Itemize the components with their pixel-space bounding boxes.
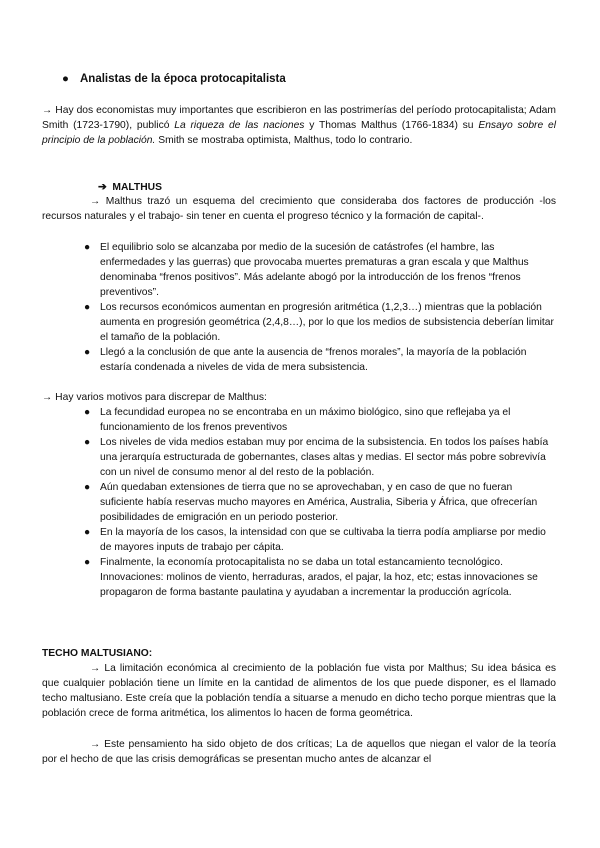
bullet-icon: ● bbox=[84, 527, 91, 538]
motivos-bullet-list bbox=[84, 405, 556, 600]
bullet-icon: ● bbox=[84, 407, 91, 418]
book-title-malthus: Ensayo sobre el principio de la población. bbox=[42, 120, 557, 146]
book-title-smith: La riqueza de las naciones bbox=[174, 120, 305, 131]
techo-paragraph-2: → Este pensamiento ha sido objeto de dos críticas; La de aquellos que niegan el valor de la teoría por el hecho de que las crisis demográficas se presentan mucho antes de alcanzar el bbox=[42, 739, 556, 765]
list-item: ● La fecundidad europea no se encontraba en un máximo biológico, sino que reflejaba ya el funcionamiento de los frenos preventivos bbox=[84, 407, 511, 433]
list-item: ● Los recursos económicos aumentan en progresión aritmética (1,2,3…) mientras que la población aumenta en progresión geométrica (2,4,8…), por lo que los medios de subsistencia deberían limitar el tamaño de la población. bbox=[84, 302, 554, 343]
bullet-icon: ● bbox=[62, 73, 69, 85]
list-item: ● Llegó a la conclusión de que ante la ausencia de “frenos morales”, la mayoría de la población estaría condenada a niveles de vida de mera subsistencia. bbox=[84, 347, 527, 373]
malthus-bullet-list bbox=[84, 240, 556, 375]
list-item: ● Aún quedaban extensiones de tierra que no se aprovechaban, y en caso de que no fueran suficiente había reservas mucho mayores en América, Australia, Siberia y África, que ofrecerían posibilidades de emigración en un periodo posterior. bbox=[84, 482, 538, 523]
bullet-icon: ● bbox=[84, 242, 91, 253]
intro-paragraph bbox=[42, 103, 556, 148]
motivos-intro: → Hay varios motivos para discrepar de Malthus: bbox=[42, 392, 267, 403]
intro-text-end: Smith se mostraba optimista, Malthus, todo lo contrario. bbox=[155, 135, 413, 146]
malthus-title: MALTHUS bbox=[112, 182, 162, 193]
techo-paragraph-1: → La limitación económica al crecimiento de la población fue vista por Malthus; Su idea básica es que cualquier población tiene un límite en la cantidad de alimentos de los que puede disponer, es el llamado techo maltusiano. Este creía que la población tendía a situarse a menudo en dicho techo porque mientras que la población crece de forma aritmética, los alimentos lo hacen de forma geométrica. bbox=[42, 663, 556, 719]
bullet-icon: ● bbox=[84, 482, 91, 493]
list-item: ● El equilibrio solo se alcanzaba por medio de la sucesión de catástrofes (el hambre, las enfermedades y las guerras) que provocaba muertes prematuras a gran escala y que Malthus denominaba “frenos positivos”. Más adelante abogó por la introducción de los frenos “frenos preventivos”. bbox=[84, 242, 529, 298]
bullet-icon: ● bbox=[84, 302, 91, 313]
list-item: ● En la mayoría de los casos, la intensidad con que se cultivaba la tierra podía ampliarse por medio de mayores inputs de trabajo per cápita. bbox=[84, 527, 546, 553]
section-heading bbox=[62, 72, 286, 87]
list-item: ● Los niveles de vida medios estaban muy por encima de la subsistencia. En todos los países había una jerarquía estructurada de gobernantes, clases altas y medias. El sector más pobre sobrevivía con un nivel de consumo menor al del resto de la población. bbox=[84, 437, 549, 478]
bullet-icon: ● bbox=[84, 437, 91, 448]
malthus-paragraph: → Malthus trazó un esquema del crecimiento que consideraba dos factores de producción -los recursos naturales y el trabajo- sin tener en cuenta el progreso técnico y la formación de capital-. bbox=[42, 196, 556, 222]
techo-title: TECHO MALTUSIANO: bbox=[42, 648, 153, 659]
bullet-icon: ● bbox=[84, 557, 91, 568]
heading-text: Analistas de la época protocapitalista bbox=[80, 73, 286, 85]
malthus-subheading bbox=[98, 180, 162, 195]
list-item: ● Finalmente, la economía protocapitalista no se daba un total estancamiento tecnológico. Innovaciones: molinos de viento, herraduras, arados, el pajar, la hoz, etc; estas innovaciones se propagaron de forma bastante paulatina y ayudaban a incrementar la producción agrícola. bbox=[84, 557, 538, 598]
bullet-icon: ● bbox=[84, 347, 91, 358]
intro-text-middle: y Thomas Malthus (1766-1834) su bbox=[304, 120, 479, 131]
arrow-icon: ➔ bbox=[98, 182, 107, 193]
intro-text: → Hay dos economistas muy importantes que escribieron en las postrimerías del período protocapitalista; Adam Smith (1723-1790), publicó bbox=[42, 105, 556, 131]
